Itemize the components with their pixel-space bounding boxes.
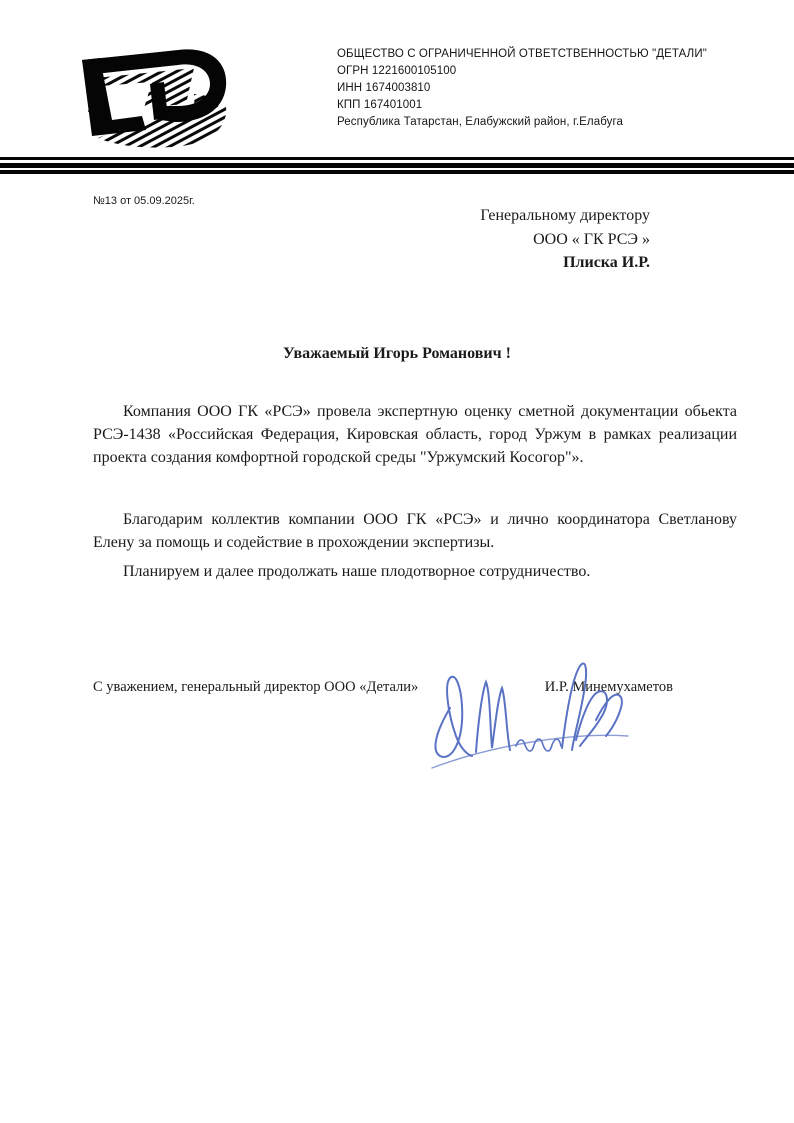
company-inn: ИНН 1674003810	[337, 82, 431, 94]
signer-name: И.Р. Минемухаметов	[544, 679, 673, 695]
company-name: ОБЩЕСТВО С ОГРАНИЧЕННОЙ ОТВЕТСТВЕННОСТЬЮ "ДЕТАЛИ"	[337, 48, 707, 60]
addressee-position: Генеральному директору	[480, 207, 650, 224]
salutation: Уважаемый Игорь Романович !	[283, 345, 511, 362]
handwritten-signature-icon	[420, 644, 635, 784]
signature-stroke-endloop2	[596, 695, 622, 736]
letter-number-date: №13 от 05.09.2025г.	[93, 195, 195, 207]
signature-stroke-endloop1	[576, 691, 607, 746]
company-ogrn: ОГРН 1221600105100	[337, 65, 457, 77]
signature-stroke-m	[476, 682, 510, 752]
paragraph-expertise: Компания ООО ГК «РСЭ» провела экспертную оценку сметной документации обьекта РСЭ-1438 «Российская Федерация, Кировская область, город Уржум в рамках реализации проекта создания комфортной городской среды "Уржумский Косогор"».	[93, 403, 737, 467]
paragraph-cooperation: Планируем и далее продолжать наше плодотворное сотрудничество.	[123, 563, 591, 580]
addressee-name: Плиска И.Р.	[563, 254, 650, 271]
company-info-block	[337, 46, 707, 131]
company-address: Республика Татарстан, Елабужский район, г.Елабуга	[337, 116, 624, 128]
signature-stroke-loop	[435, 677, 472, 757]
addressee-company: ООО « ГК РСЭ »	[533, 230, 650, 248]
divider-bar-middle	[0, 163, 794, 168]
divider-bar-bottom	[0, 170, 794, 174]
letterhead-divider	[0, 157, 794, 174]
paragraph-thanks: Благодарим коллектив компании ООО ГК «РСЭ» и лично координатора Светланову Елену за помощь и содействие в прохождении экспертизы.	[93, 511, 737, 552]
addressee-block	[480, 204, 650, 275]
signoff-text: С уважением, генеральный директор ООО «Детали»	[93, 679, 419, 695]
company-logo-icon	[76, 44, 236, 152]
company-kpp: КПП 167401001	[337, 99, 423, 111]
divider-bar-top	[0, 157, 794, 160]
